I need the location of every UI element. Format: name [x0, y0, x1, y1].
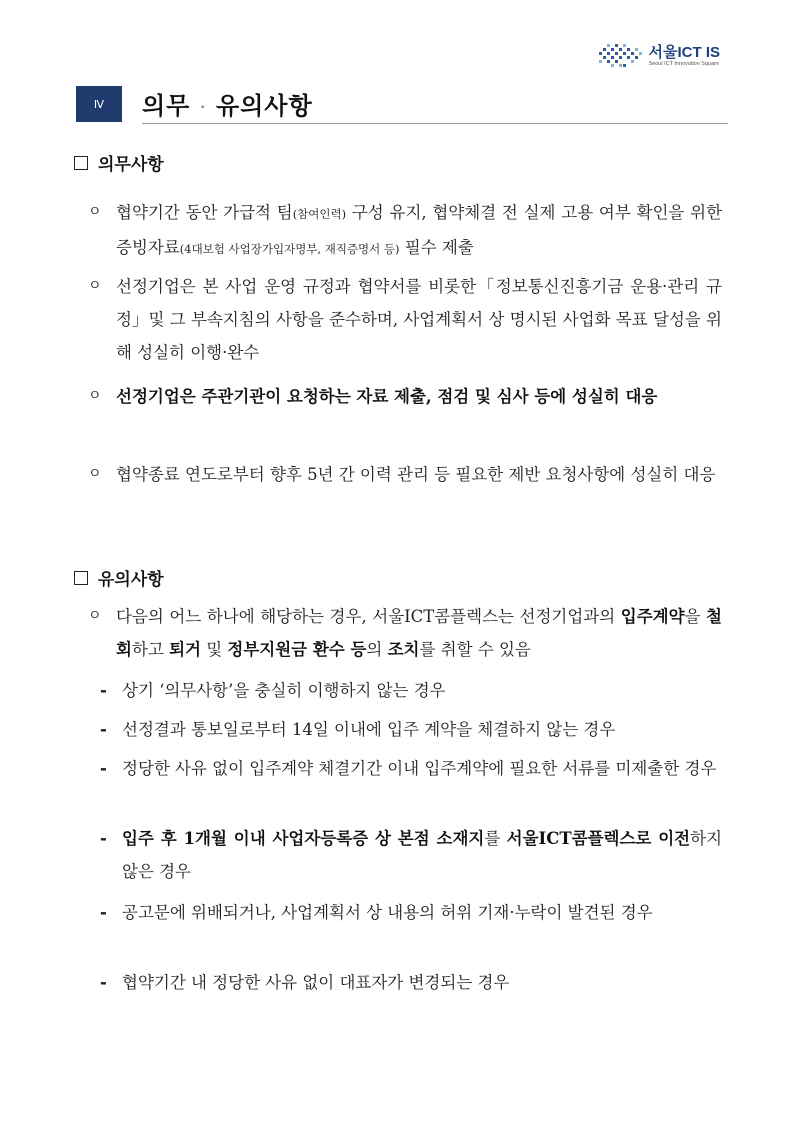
- logo: [597, 42, 720, 70]
- obligation-item-2: [88, 270, 722, 369]
- dash-bullet-icon: -: [100, 759, 107, 778]
- obligation-1-note-b: (4대보험 사업장가입자명부, 재직증명서 등): [179, 242, 400, 256]
- caution-sub-4-bold-a: 입주 후 1개월 이내 사업자등록증 상 본점 소재지: [122, 829, 485, 848]
- checkbox-square-icon: [74, 156, 88, 170]
- caution-intro-text-e: 의: [366, 640, 388, 659]
- circle-bullet-icon: ㅇ: [88, 278, 102, 294]
- chapter-underline: [142, 123, 728, 124]
- cautions-heading: [74, 565, 164, 590]
- obligation-3-text: 선정기업은 주관기관이 요청하는 자료 제출, 점검 및 심사 등에 성실히 대응: [116, 387, 658, 406]
- chapter-title-b: 유의사항: [215, 92, 313, 120]
- logo-subtitle: Seoul ICT Innovation Square: [648, 60, 720, 67]
- obligation-item-3: [88, 380, 722, 413]
- logo-dots-icon: [597, 42, 643, 70]
- obligations-heading-text: 의무사항: [98, 155, 164, 175]
- dash-bullet-icon: -: [100, 720, 107, 739]
- chapter-title: [142, 86, 313, 121]
- cautions-heading-text: 유의사항: [98, 570, 164, 590]
- caution-intro-evict: 퇴거: [169, 640, 201, 659]
- dash-bullet-icon: -: [100, 681, 107, 700]
- caution-sub-5-text: 공고문에 위배되거나, 사업계획서 상 내용의 허위 기재·누락이 발견된 경우: [122, 903, 653, 922]
- caution-sub-3: [100, 752, 722, 785]
- obligation-1-text-b: 구성 유지, 협약체결 전 실제 고용 여부 확인을 위한 증빙자료: [116, 203, 723, 257]
- obligation-2-text: 선정기업은 본 사업 운영 규정과 협약서를 비롯한「정보통신진흥기금 운용·관리 규정」및 그 부속지침의 사항을 준수하며, 사업계획서 상 명시된 사업화 목표 달성을 위해 성실히 이행·완수: [116, 277, 722, 362]
- caution-intro-refund: 정부지원금 환수 등: [227, 640, 367, 659]
- chapter-title-separator: ·: [200, 100, 206, 114]
- logo-name: 서울ICT IS: [648, 43, 720, 61]
- circle-bullet-icon: ㅇ: [88, 608, 102, 624]
- dash-bullet-icon: -: [100, 829, 107, 848]
- caution-sub-4-bold-b: 서울ICT콤플렉스로 이전: [506, 829, 691, 848]
- caution-sub-6: [100, 966, 722, 999]
- caution-sub-2-text: 선정결과 통보일로부터 14일 이내에 입주 계약을 체결하지 않는 경우: [122, 720, 616, 739]
- circle-bullet-icon: ㅇ: [88, 466, 102, 482]
- caution-intro-action: 조치: [387, 640, 420, 659]
- circle-bullet-icon: ㅇ: [88, 388, 102, 404]
- obligation-1-note-a: (참여인력): [292, 207, 347, 221]
- obligation-1-text-c: 필수 제출: [399, 238, 474, 257]
- caution-intro-text-c: 하고: [131, 640, 170, 659]
- caution-sub-1-text: 상기 ‘의무사항’을 충실히 이행하지 않는 경우: [122, 681, 446, 700]
- chapter-header: [72, 84, 728, 124]
- chapter-number-badge: Ⅳ: [76, 86, 122, 122]
- obligation-item-4: [88, 458, 722, 491]
- obligation-1-text-a: 협약기간 동안 가급적 팀: [116, 203, 293, 222]
- caution-sub-5: [100, 896, 722, 929]
- chapter-title-a: 의무: [142, 92, 191, 120]
- caution-sub-6-text: 협약기간 내 정당한 사유 없이 대표자가 변경되는 경우: [122, 973, 510, 992]
- caution-sub-4-text-a: 를: [484, 829, 507, 848]
- caution-intro-withdraw: 철회: [116, 607, 722, 659]
- caution-intro-text-d: 및: [200, 640, 228, 659]
- obligations-heading: [74, 150, 164, 175]
- caution-intro-text-a: 다음의 어느 하나에 해당하는 경우, 서울ICT콤플렉스는 선정기업과의: [116, 607, 621, 626]
- caution-intro: [88, 600, 722, 666]
- dash-bullet-icon: -: [100, 903, 107, 922]
- obligation-4-text: 협약종료 연도로부터 향후 5년 간 이력 관리 등 필요한 제반 요청사항에 성실히 대응: [116, 465, 716, 484]
- caution-sub-4-text-b: 하지 않은 경우: [122, 829, 723, 881]
- obligation-item-1: [88, 196, 722, 266]
- caution-sub-3-text: 정당한 사유 없이 입주계약 체결기간 이내 입주계약에 필요한 서류를 미제출한 경우: [122, 759, 717, 778]
- caution-intro-contract: 입주계약: [620, 607, 685, 626]
- circle-bullet-icon: ㅇ: [88, 204, 102, 220]
- checkbox-square-icon: [74, 571, 88, 585]
- caution-sub-2: [100, 713, 722, 746]
- caution-sub-1: [100, 674, 722, 707]
- caution-sub-4: [100, 822, 722, 888]
- dash-bullet-icon: -: [100, 973, 107, 992]
- caution-intro-text-f: 를 취할 수 있음: [419, 640, 531, 659]
- caution-intro-text-b: 을: [684, 607, 707, 626]
